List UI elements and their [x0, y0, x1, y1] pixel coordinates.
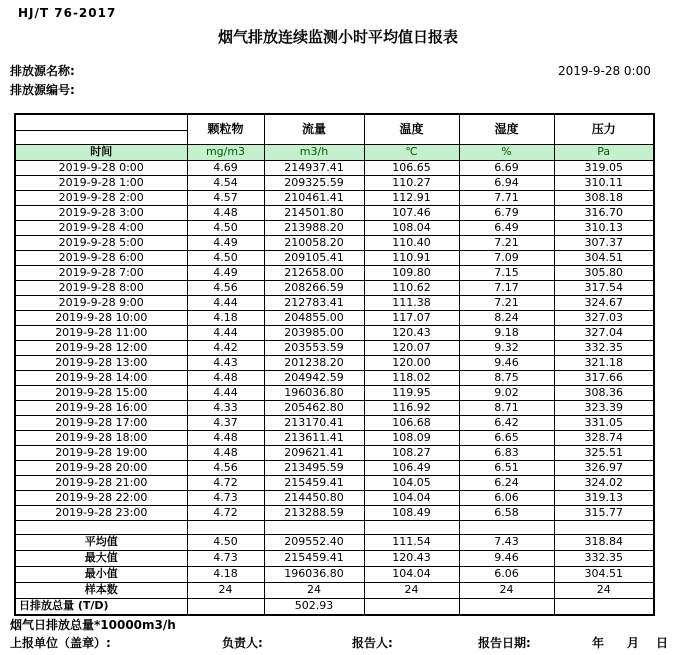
value-cell: 308.36	[554, 386, 654, 401]
value-cell: 106.65	[364, 161, 459, 176]
value-cell: 209621.41	[264, 446, 364, 461]
summary-label: 日排放总量 (T/D)	[15, 599, 187, 616]
value-cell: 210461.41	[264, 191, 364, 206]
time-header: 时间	[15, 145, 187, 161]
value-cell: 7.21	[459, 236, 554, 251]
summary-value-cell: 24	[187, 583, 264, 599]
hour-data-row	[15, 161, 654, 176]
summary-value-cell	[459, 599, 554, 616]
value-cell: 9.46	[459, 356, 554, 371]
col-header-pressure: 压力	[554, 114, 654, 145]
hour-data-row	[15, 176, 654, 191]
value-cell: 9.32	[459, 341, 554, 356]
value-cell: 4.18	[187, 311, 264, 326]
value-cell: 213495.59	[264, 461, 364, 476]
value-cell: 4.56	[187, 281, 264, 296]
time-cell: 2019-9-28 21:00	[15, 476, 187, 491]
value-cell: 308.18	[554, 191, 654, 206]
value-cell: 328.74	[554, 431, 654, 446]
value-cell: 120.43	[364, 326, 459, 341]
hourly-average-table	[14, 113, 655, 616]
value-cell: 110.91	[364, 251, 459, 266]
source-name-label: 排放源名称:	[10, 64, 75, 78]
summary-value-cell: 24	[554, 583, 654, 599]
time-cell: 2019-9-28 1:00	[15, 176, 187, 191]
summary-value-cell: 7.43	[459, 535, 554, 551]
value-cell: 321.18	[554, 356, 654, 371]
hour-data-row	[15, 221, 654, 236]
summary-row	[15, 599, 654, 616]
report-unit-label: 上报单位（盖章）:	[10, 636, 111, 650]
report-title: 烟气排放连续监测小时平均值日报表	[217, 28, 458, 46]
corner-cell	[15, 114, 187, 145]
summary-value-cell: 9.46	[459, 551, 554, 567]
value-cell: 317.54	[554, 281, 654, 296]
hour-data-row	[15, 296, 654, 311]
time-cell: 2019-9-28 5:00	[15, 236, 187, 251]
value-cell: 332.35	[554, 341, 654, 356]
col-header-humidity: 湿度	[459, 114, 554, 145]
hour-data-row	[15, 446, 654, 461]
value-cell: 7.09	[459, 251, 554, 266]
empty-cell	[15, 521, 187, 535]
value-cell: 120.00	[364, 356, 459, 371]
value-cell: 4.44	[187, 296, 264, 311]
value-cell: 4.48	[187, 371, 264, 386]
value-cell: 6.79	[459, 206, 554, 221]
time-cell: 2019-9-28 17:00	[15, 416, 187, 431]
hour-data-row	[15, 206, 654, 221]
value-cell: 106.68	[364, 416, 459, 431]
report-date-label: 报告日期:	[478, 636, 531, 650]
summary-value-cell: 4.50	[187, 535, 264, 551]
time-cell: 2019-9-28 13:00	[15, 356, 187, 371]
time-cell: 2019-9-28 22:00	[15, 491, 187, 506]
value-cell: 6.24	[459, 476, 554, 491]
summary-value-cell: 24	[364, 583, 459, 599]
value-cell: 117.07	[364, 311, 459, 326]
value-cell: 108.27	[364, 446, 459, 461]
corner-divider-line	[16, 130, 187, 131]
summary-value-cell: 304.51	[554, 567, 654, 583]
time-cell: 2019-9-28 9:00	[15, 296, 187, 311]
value-cell: 116.92	[364, 401, 459, 416]
col-header-flow: 流量	[264, 114, 364, 145]
month-label: 月	[627, 636, 640, 650]
summary-value-cell	[554, 599, 654, 616]
value-cell: 319.13	[554, 491, 654, 506]
reporter-label: 报告人:	[352, 636, 393, 650]
value-cell: 213988.20	[264, 221, 364, 236]
value-cell: 110.40	[364, 236, 459, 251]
summary-label: 最小值	[15, 567, 187, 583]
unit-flow: m3/h	[264, 145, 364, 161]
empty-cell	[364, 521, 459, 535]
value-cell: 109.80	[364, 266, 459, 281]
hour-data-row	[15, 506, 654, 521]
value-cell: 212783.41	[264, 296, 364, 311]
value-cell: 201238.20	[264, 356, 364, 371]
summary-value-cell: 502.93	[264, 599, 364, 616]
summary-value-cell: 104.04	[364, 567, 459, 583]
summary-value-cell: 4.73	[187, 551, 264, 567]
time-cell: 2019-9-28 16:00	[15, 401, 187, 416]
value-cell: 6.51	[459, 461, 554, 476]
summary-label: 最大值	[15, 551, 187, 567]
time-cell: 2019-9-28 3:00	[15, 206, 187, 221]
time-cell: 2019-9-28 18:00	[15, 431, 187, 446]
hour-data-row	[15, 416, 654, 431]
empty-cell	[187, 521, 264, 535]
hour-data-row	[15, 491, 654, 506]
value-cell: 6.49	[459, 221, 554, 236]
hour-data-row	[15, 311, 654, 326]
unit-temperature: ℃	[364, 145, 459, 161]
summary-value-cell: 215459.41	[264, 551, 364, 567]
pollutant-header-row	[15, 114, 654, 145]
value-cell: 209325.59	[264, 176, 364, 191]
value-cell: 204855.00	[264, 311, 364, 326]
value-cell: 108.04	[364, 221, 459, 236]
value-cell: 4.43	[187, 356, 264, 371]
summary-value-cell: 111.54	[364, 535, 459, 551]
hour-data-row	[15, 476, 654, 491]
value-cell: 6.83	[459, 446, 554, 461]
value-cell: 208266.59	[264, 281, 364, 296]
time-cell: 2019-9-28 10:00	[15, 311, 187, 326]
hour-data-row	[15, 236, 654, 251]
day-label: 日	[656, 636, 669, 650]
value-cell: 203553.59	[264, 341, 364, 356]
time-cell: 2019-9-28 6:00	[15, 251, 187, 266]
summary-value-cell	[187, 599, 264, 616]
summary-value-cell: 6.06	[459, 567, 554, 583]
time-cell: 2019-9-28 2:00	[15, 191, 187, 206]
value-cell: 325.51	[554, 446, 654, 461]
value-cell: 7.17	[459, 281, 554, 296]
value-cell: 326.97	[554, 461, 654, 476]
source-id-label: 排放源编号:	[10, 83, 75, 97]
value-cell: 4.42	[187, 341, 264, 356]
hour-data-row	[15, 431, 654, 446]
value-cell: 4.72	[187, 506, 264, 521]
value-cell: 209105.41	[264, 251, 364, 266]
total-emission-note: 烟气日排放总量*10000m3/h	[10, 618, 176, 632]
value-cell: 4.56	[187, 461, 264, 476]
value-cell: 315.77	[554, 506, 654, 521]
summary-value-cell: 318.84	[554, 535, 654, 551]
value-cell: 119.95	[364, 386, 459, 401]
value-cell: 215459.41	[264, 476, 364, 491]
year-label: 年	[592, 636, 605, 650]
value-cell: 324.67	[554, 296, 654, 311]
summary-label: 样本数	[15, 583, 187, 599]
value-cell: 4.54	[187, 176, 264, 191]
value-cell: 6.94	[459, 176, 554, 191]
value-cell: 4.73	[187, 491, 264, 506]
value-cell: 104.04	[364, 491, 459, 506]
unit-humidity: %	[459, 145, 554, 161]
value-cell: 6.58	[459, 506, 554, 521]
value-cell: 210058.20	[264, 236, 364, 251]
value-cell: 212658.00	[264, 266, 364, 281]
time-cell: 2019-9-28 0:00	[15, 161, 187, 176]
value-cell: 327.03	[554, 311, 654, 326]
hour-data-row	[15, 401, 654, 416]
value-cell: 304.51	[554, 251, 654, 266]
value-cell: 213288.59	[264, 506, 364, 521]
hour-data-row	[15, 266, 654, 281]
value-cell: 118.02	[364, 371, 459, 386]
value-cell: 6.69	[459, 161, 554, 176]
value-cell: 204942.59	[264, 371, 364, 386]
value-cell: 196036.80	[264, 386, 364, 401]
summary-row	[15, 583, 654, 599]
value-cell: 4.50	[187, 221, 264, 236]
value-cell: 7.15	[459, 266, 554, 281]
value-cell: 110.27	[364, 176, 459, 191]
summary-row	[15, 567, 654, 583]
value-cell: 4.48	[187, 446, 264, 461]
value-cell: 104.05	[364, 476, 459, 491]
value-cell: 4.49	[187, 266, 264, 281]
value-cell: 307.37	[554, 236, 654, 251]
hour-data-row	[15, 191, 654, 206]
value-cell: 107.46	[364, 206, 459, 221]
unit-header-row	[15, 145, 654, 161]
value-cell: 108.09	[364, 431, 459, 446]
value-cell: 331.05	[554, 416, 654, 431]
value-cell: 324.02	[554, 476, 654, 491]
value-cell: 316.70	[554, 206, 654, 221]
value-cell: 108.49	[364, 506, 459, 521]
time-cell: 2019-9-28 14:00	[15, 371, 187, 386]
summary-value-cell: 24	[459, 583, 554, 599]
unit-pressure: Pa	[554, 145, 654, 161]
value-cell: 9.02	[459, 386, 554, 401]
value-cell: 310.13	[554, 221, 654, 236]
empty-cell	[554, 521, 654, 535]
value-cell: 317.66	[554, 371, 654, 386]
value-cell: 6.42	[459, 416, 554, 431]
hour-data-row	[15, 371, 654, 386]
value-cell: 9.18	[459, 326, 554, 341]
value-cell: 310.11	[554, 176, 654, 191]
value-cell: 4.72	[187, 476, 264, 491]
summary-value-cell: 24	[264, 583, 364, 599]
summary-row	[15, 551, 654, 567]
value-cell: 7.71	[459, 191, 554, 206]
hour-data-row	[15, 251, 654, 266]
value-cell: 120.07	[364, 341, 459, 356]
summary-row	[15, 535, 654, 551]
value-cell: 7.21	[459, 296, 554, 311]
value-cell: 205462.80	[264, 401, 364, 416]
time-cell: 2019-9-28 19:00	[15, 446, 187, 461]
value-cell: 203985.00	[264, 326, 364, 341]
value-cell: 214937.41	[264, 161, 364, 176]
value-cell: 323.39	[554, 401, 654, 416]
value-cell: 4.50	[187, 251, 264, 266]
signature-line	[0, 634, 676, 650]
summary-label: 平均值	[15, 535, 187, 551]
value-cell: 319.05	[554, 161, 654, 176]
hour-data-row	[15, 281, 654, 296]
value-cell: 213170.41	[264, 416, 364, 431]
spacer-row	[15, 521, 654, 535]
value-cell: 6.06	[459, 491, 554, 506]
value-cell: 4.69	[187, 161, 264, 176]
time-cell: 2019-9-28 15:00	[15, 386, 187, 401]
value-cell: 4.37	[187, 416, 264, 431]
unit-particulate: mg/m3	[187, 145, 264, 161]
value-cell: 8.75	[459, 371, 554, 386]
time-cell: 2019-9-28 11:00	[15, 326, 187, 341]
value-cell: 106.49	[364, 461, 459, 476]
value-cell: 8.71	[459, 401, 554, 416]
col-header-particulate: 颗粒物	[187, 114, 264, 145]
value-cell: 305.80	[554, 266, 654, 281]
summary-value-cell: 332.35	[554, 551, 654, 567]
responsible-person-label: 负责人:	[222, 636, 263, 650]
time-cell: 2019-9-28 20:00	[15, 461, 187, 476]
time-cell: 2019-9-28 8:00	[15, 281, 187, 296]
summary-value-cell: 4.18	[187, 567, 264, 583]
summary-value-cell: 209552.40	[264, 535, 364, 551]
hour-data-row	[15, 341, 654, 356]
time-cell: 2019-9-28 4:00	[15, 221, 187, 236]
value-cell: 4.49	[187, 236, 264, 251]
summary-value-cell: 196036.80	[264, 567, 364, 583]
value-cell: 4.48	[187, 206, 264, 221]
value-cell: 4.44	[187, 386, 264, 401]
summary-value-cell: 120.43	[364, 551, 459, 567]
value-cell: 112.91	[364, 191, 459, 206]
empty-cell	[264, 521, 364, 535]
time-cell: 2019-9-28 23:00	[15, 506, 187, 521]
time-cell: 2019-9-28 12:00	[15, 341, 187, 356]
value-cell: 214501.80	[264, 206, 364, 221]
value-cell: 4.33	[187, 401, 264, 416]
empty-cell	[459, 521, 554, 535]
report-datetime: 2019-9-28 0:00	[558, 64, 651, 78]
value-cell: 111.38	[364, 296, 459, 311]
value-cell: 4.57	[187, 191, 264, 206]
hour-data-row	[15, 461, 654, 476]
value-cell: 4.44	[187, 326, 264, 341]
value-cell: 4.48	[187, 431, 264, 446]
summary-value-cell	[364, 599, 459, 616]
value-cell: 6.65	[459, 431, 554, 446]
hour-data-row	[15, 326, 654, 341]
col-header-temperature: 温度	[364, 114, 459, 145]
value-cell: 8.24	[459, 311, 554, 326]
hour-data-row	[15, 356, 654, 371]
value-cell: 214450.80	[264, 491, 364, 506]
hour-data-row	[15, 386, 654, 401]
time-cell: 2019-9-28 7:00	[15, 266, 187, 281]
value-cell: 110.62	[364, 281, 459, 296]
value-cell: 213611.41	[264, 431, 364, 446]
standard-code: HJ/T 76-2017	[18, 6, 117, 20]
value-cell: 327.04	[554, 326, 654, 341]
